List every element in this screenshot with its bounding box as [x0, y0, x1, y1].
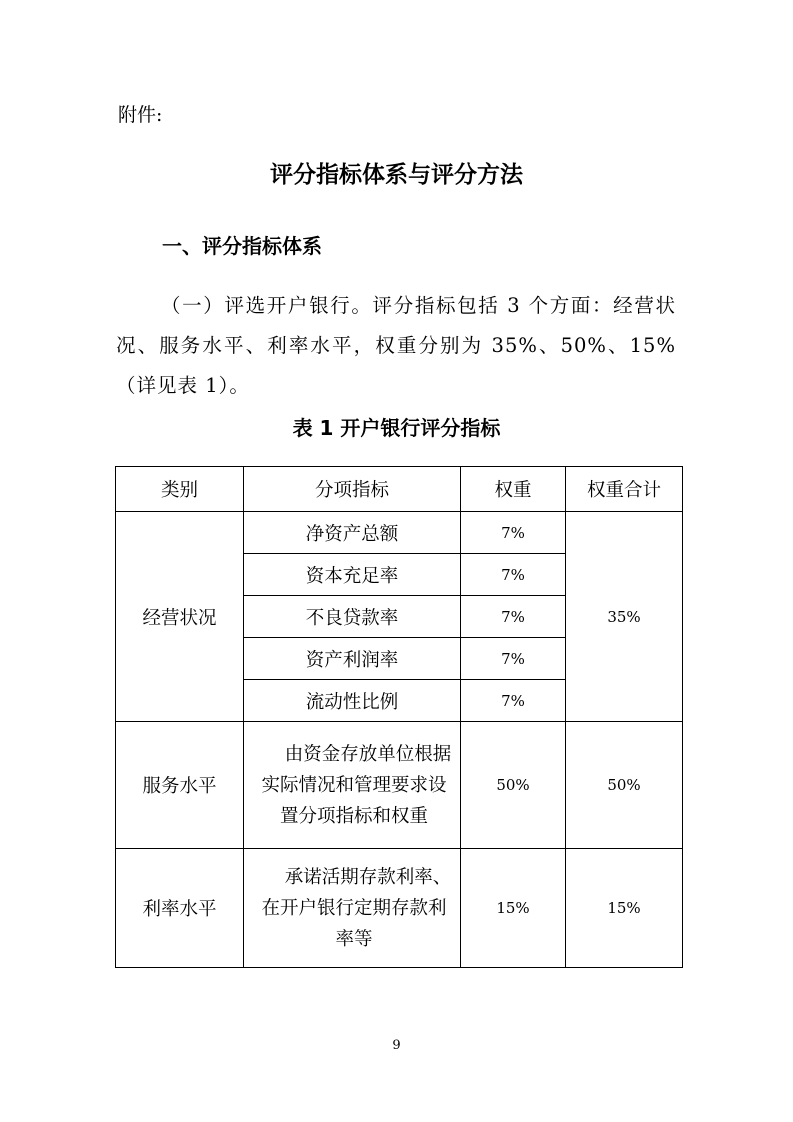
weight-cell: 7% — [461, 554, 566, 596]
table-row — [116, 849, 683, 968]
indicator-cell — [244, 849, 461, 968]
indicator-cell: 资本充足率 — [244, 554, 461, 596]
page-number: 9 — [392, 1038, 401, 1053]
weight-cell: 50% — [461, 722, 566, 849]
indicator-cell: 不良贷款率 — [244, 596, 461, 638]
indicator-cell: 流动性比例 — [244, 680, 461, 722]
indicator-cell — [244, 722, 461, 849]
body-paragraph: （一）评选开户银行。评分指标包括 3 个方面：经营状况、服务水平、利率水平，权重分别为 35%、50%、15%（详见表 1）。 — [116, 294, 676, 397]
weight-total-cell: 15% — [566, 849, 683, 968]
header-category: 类别 — [116, 467, 244, 512]
table-header-row — [116, 467, 683, 512]
weight-total-cell: 50% — [566, 722, 683, 849]
section-heading: 一、评分指标体系 — [162, 234, 322, 258]
category-cell: 服务水平 — [116, 722, 244, 849]
indicator-cell: 净资产总额 — [244, 512, 461, 554]
weight-cell: 7% — [461, 638, 566, 680]
weight-cell: 15% — [461, 849, 566, 968]
table-row — [116, 722, 683, 849]
header-weight-total: 权重合计 — [566, 467, 683, 512]
weight-cell: 7% — [461, 596, 566, 638]
header-indicator: 分项指标 — [244, 467, 461, 512]
document-title: 评分指标体系与评分方法 — [270, 162, 523, 188]
table-caption: 表 1 开户银行评分指标 — [292, 416, 501, 440]
indicator-text: 由资金存放单位根据实际情况和管理要求设置分项指标和权重 — [261, 743, 452, 827]
weight-cell: 7% — [461, 680, 566, 722]
attachment-label: 附件: — [118, 104, 163, 126]
table-row — [116, 512, 683, 554]
indicator-cell: 资产利润率 — [244, 638, 461, 680]
header-weight: 权重 — [461, 467, 566, 512]
category-cell: 经营状况 — [116, 512, 244, 722]
weight-total-cell: 35% — [566, 512, 683, 722]
indicator-text: 承诺活期存款利率、在开户银行定期存款利率等 — [261, 866, 452, 950]
category-cell: 利率水平 — [116, 849, 244, 968]
scoring-table — [115, 466, 683, 968]
weight-cell: 7% — [461, 512, 566, 554]
